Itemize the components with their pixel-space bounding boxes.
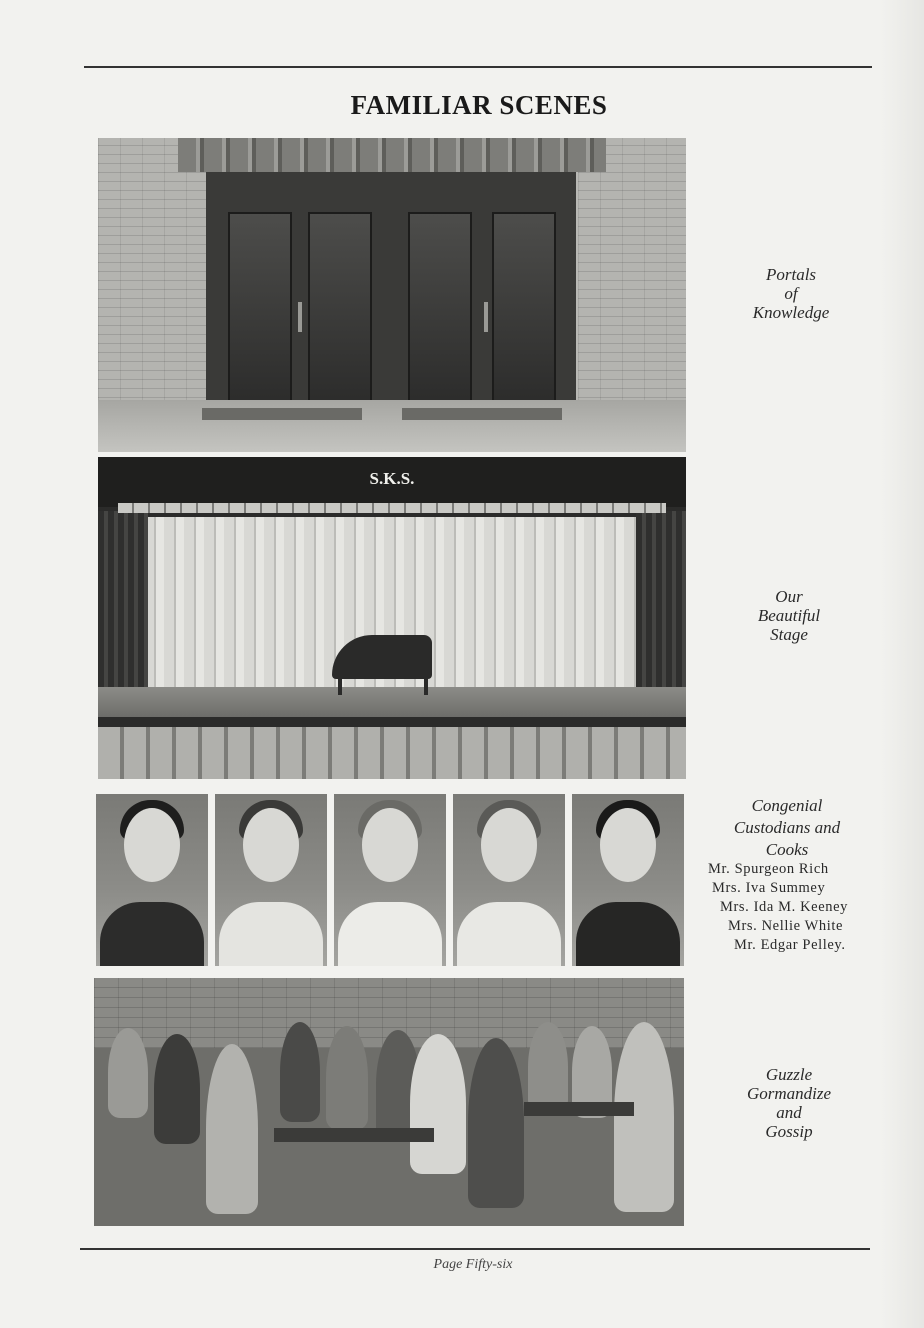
diner bbox=[206, 1044, 258, 1214]
auditorium-seats bbox=[98, 727, 686, 779]
caption-line: of bbox=[784, 284, 798, 303]
caption-line: Beautiful bbox=[757, 606, 821, 625]
diner bbox=[468, 1038, 524, 1208]
page-edge bbox=[880, 0, 924, 1328]
door-handle bbox=[298, 302, 302, 332]
side-curtain-left bbox=[98, 511, 148, 689]
custodian-name: Mrs. Ida M. Keeney bbox=[720, 899, 848, 915]
portrait-head bbox=[124, 808, 180, 882]
caption-stage bbox=[699, 587, 879, 644]
door-mat bbox=[402, 408, 562, 420]
door-frame bbox=[206, 172, 576, 434]
caption-custodians bbox=[697, 795, 877, 861]
portrait-body bbox=[338, 902, 442, 966]
page-title: FAMILIAR SCENES bbox=[350, 90, 608, 120]
side-curtain-right bbox=[636, 511, 686, 689]
diner bbox=[410, 1034, 466, 1174]
portrait bbox=[334, 794, 446, 966]
door-pane bbox=[492, 212, 556, 406]
door-pane bbox=[308, 212, 372, 406]
cafeteria-photo bbox=[94, 978, 684, 1226]
diner bbox=[108, 1028, 148, 1118]
caption-line: Stage bbox=[770, 625, 808, 644]
stage-floor bbox=[98, 687, 686, 717]
valance-fringe bbox=[118, 503, 666, 513]
portrait-body bbox=[219, 902, 323, 966]
piano-leg bbox=[424, 667, 428, 695]
portrait-body bbox=[100, 902, 204, 966]
top-rule bbox=[84, 66, 872, 68]
diner bbox=[614, 1022, 674, 1212]
door-pane bbox=[228, 212, 292, 406]
portrait-head bbox=[481, 808, 537, 882]
piano-leg bbox=[338, 667, 342, 695]
custodian-name: Mrs. Nellie White bbox=[728, 918, 844, 934]
portrait bbox=[96, 794, 208, 966]
door-mat bbox=[202, 408, 362, 420]
custodian-names bbox=[700, 860, 880, 955]
page-number: Page Fifty-six bbox=[433, 1257, 513, 1272]
custodian-name: Mr. Spurgeon Rich bbox=[708, 861, 829, 877]
entrance-steps bbox=[98, 400, 686, 452]
portrait bbox=[215, 794, 327, 966]
portrait bbox=[453, 794, 565, 966]
caption-line: Congenial bbox=[751, 796, 823, 815]
diner bbox=[528, 1022, 568, 1112]
portrait-body bbox=[457, 902, 561, 966]
portrait-head bbox=[243, 808, 299, 882]
caption-line: Portals bbox=[765, 265, 817, 284]
caption-line: Knowledge bbox=[752, 303, 830, 322]
diner bbox=[154, 1034, 200, 1144]
bottom-rule bbox=[80, 1248, 870, 1250]
diner bbox=[280, 1022, 320, 1122]
stage-monogram: S.K.S. bbox=[369, 469, 415, 488]
caption-portals bbox=[701, 265, 881, 322]
custodian-name: Mrs. Iva Summey bbox=[712, 880, 826, 896]
lintel bbox=[178, 138, 606, 172]
custodians-portraits bbox=[96, 794, 684, 966]
caption-line: Gormandize bbox=[746, 1084, 832, 1103]
cafeteria-table bbox=[274, 1128, 434, 1142]
portrait-head bbox=[362, 808, 418, 882]
entrance-photo bbox=[98, 138, 686, 452]
door-pane bbox=[408, 212, 472, 406]
diner bbox=[326, 1026, 368, 1130]
caption-line: and bbox=[776, 1103, 802, 1122]
stage-photo bbox=[98, 457, 686, 779]
custodian-name: Mr. Edgar Pelley. bbox=[734, 937, 846, 953]
caption-line: Guzzle bbox=[765, 1065, 813, 1084]
caption-line: Custodians and bbox=[733, 818, 841, 837]
portrait bbox=[572, 794, 684, 966]
portrait-head bbox=[600, 808, 656, 882]
caption-cafeteria bbox=[699, 1065, 879, 1141]
cafeteria-table bbox=[524, 1102, 634, 1116]
caption-line: Cooks bbox=[765, 840, 809, 859]
portrait-body bbox=[576, 902, 680, 966]
caption-line: Our bbox=[775, 587, 803, 606]
caption-line: Gossip bbox=[765, 1122, 813, 1141]
door-handle bbox=[484, 302, 488, 332]
